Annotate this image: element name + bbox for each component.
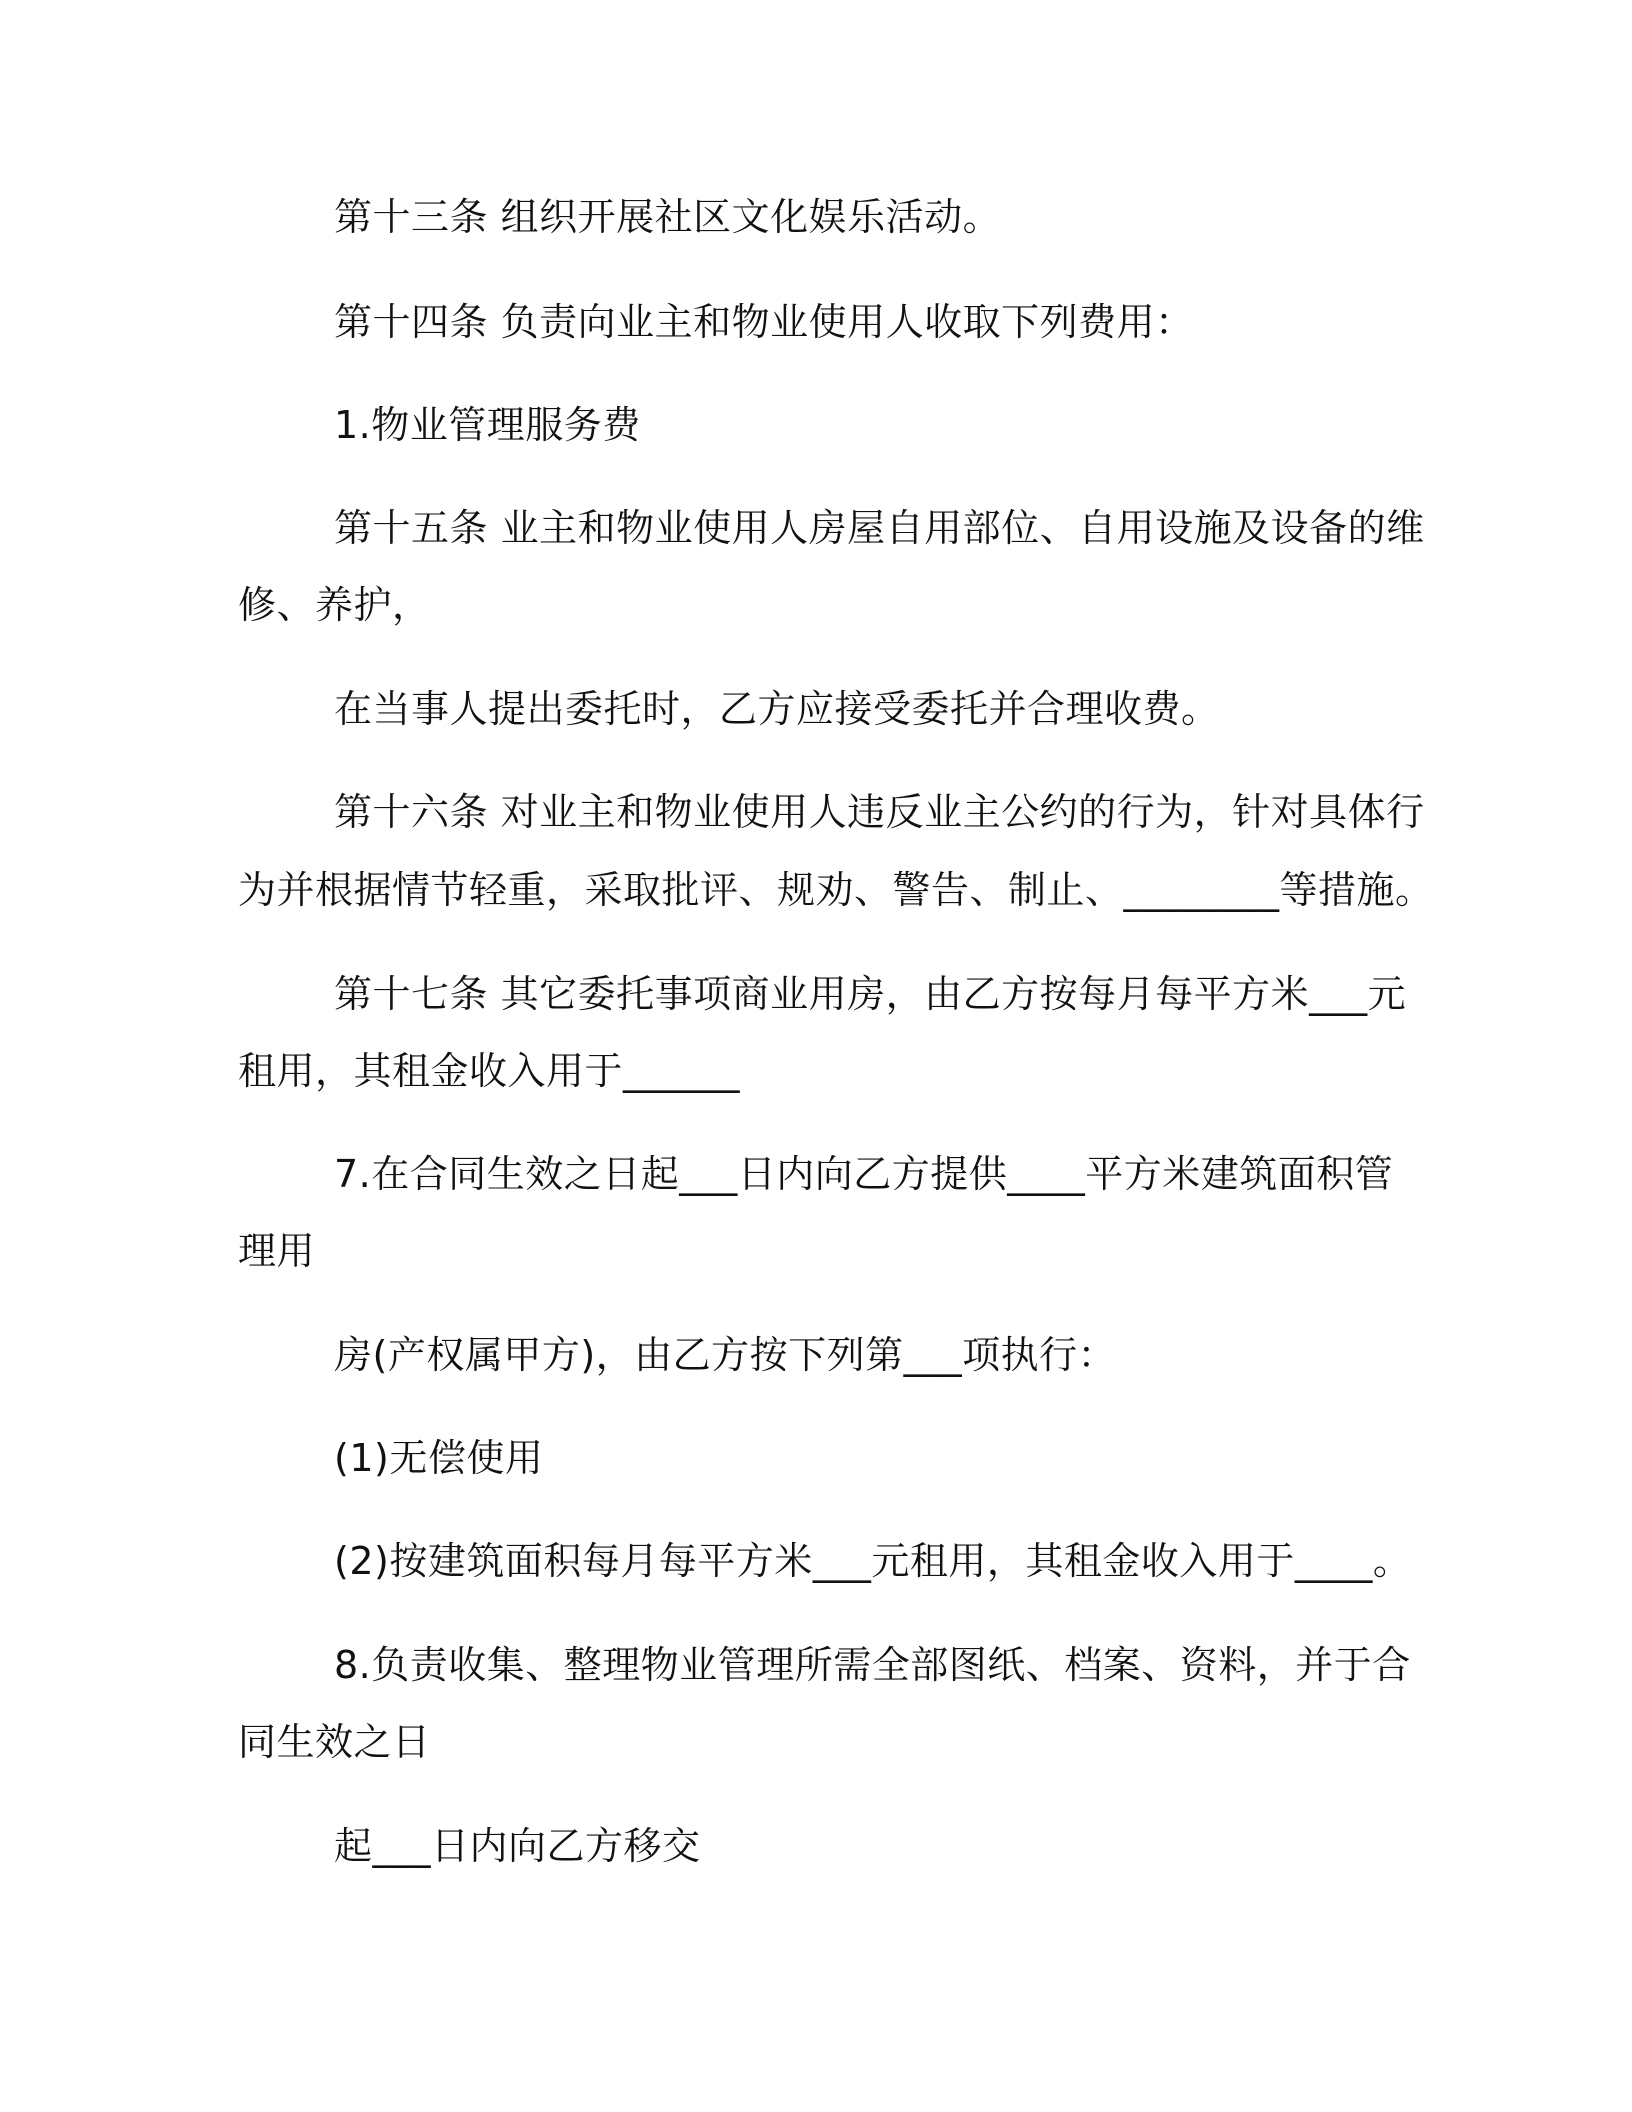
entrust-clause: 在当事人提出委托时，乙方应接受委托并合理收费。: [334, 687, 1220, 731]
item-8-cont-2: 起___日内向乙方移交: [334, 1824, 701, 1868]
item-1-fee: 1.物业管理服务费: [334, 403, 641, 447]
article-15: 第十五条 业主和物业使用人房屋自用部位、自用设施及设备的维: [334, 506, 1425, 550]
housing-clause: 房(产权属甲方)，由乙方按下列第___项执行：: [334, 1333, 1117, 1377]
article-17-cont: 租用，其租金收入用于______: [238, 1049, 741, 1093]
item-7: 7.在合同生效之日起___日内向乙方提供____平方米建筑面积管: [334, 1152, 1394, 1196]
article-16-cont: 为并根据情节轻重，采取批评、规劝、警告、制止、________等措施。: [238, 868, 1434, 912]
item-7-cont: 理用: [238, 1229, 316, 1273]
article-13: 第十三条 组织开展社区文化娱乐活动。: [334, 195, 1002, 239]
article-16: 第十六条 对业主和物业使用人违反业主公约的行为，针对具体行: [334, 790, 1425, 834]
article-15-cont: 修、养护，: [238, 583, 431, 627]
option-2: (2)按建筑面积每月每平方米___元租用，其租金收入用于____。: [334, 1539, 1412, 1583]
article-14: 第十四条 负责向业主和物业使用人收取下列费用：: [334, 300, 1194, 344]
item-8: 8.负责收集、整理物业管理所需全部图纸、档案、资料，并于合: [334, 1643, 1411, 1687]
article-17: 第十七条 其它委托事项商业用房，由乙方按每月每平方米___元: [334, 972, 1407, 1016]
item-8-cont: 同生效之日: [238, 1720, 431, 1764]
option-1: (1)无偿使用: [334, 1436, 544, 1480]
